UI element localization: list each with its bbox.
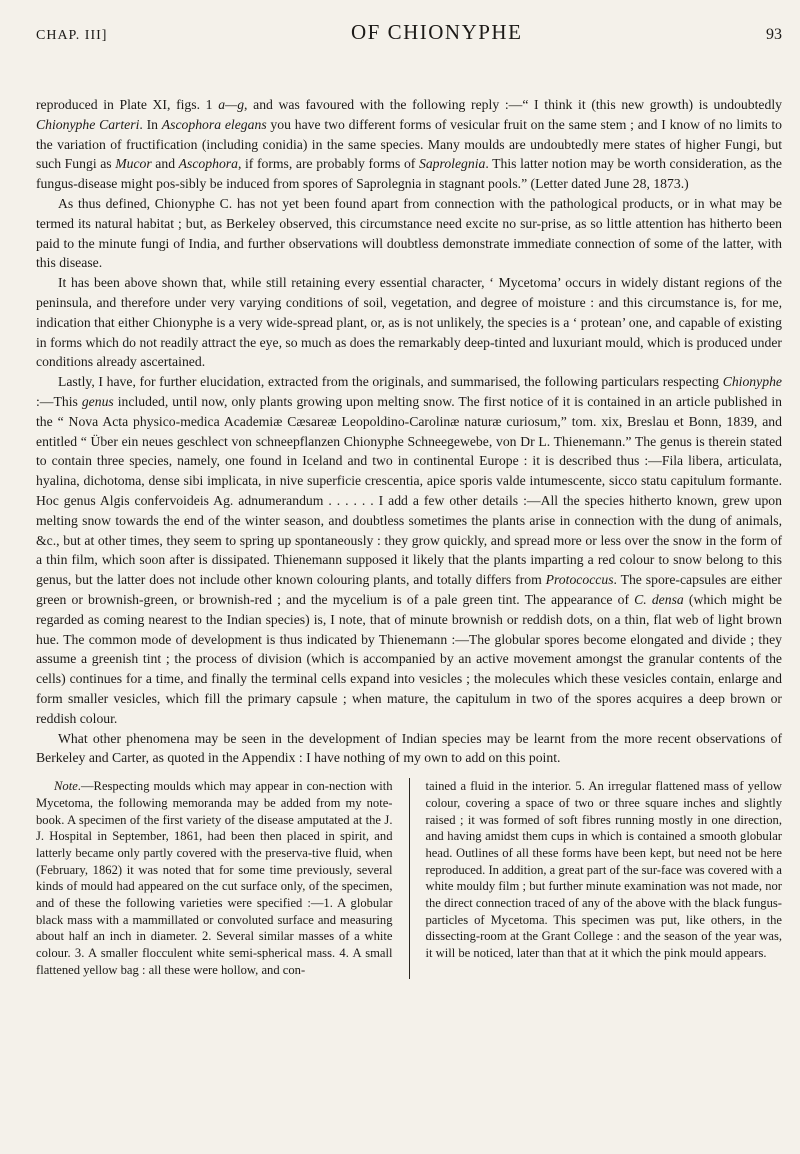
text-run: What other phenomena may be seen in the development of Indian species may be learnt from the more recent observations of Berkeley and Carter, as quoted in the Appendix : I have nothing of my own to add on this point. <box>36 730 782 766</box>
text-run: Lastly, I have, for further elucidation, extracted from the originals, and summarised, the following particulars respecting <box>58 374 723 390</box>
paragraph <box>36 95 782 194</box>
text-run: you have two different forms of vesicular fruit on the same stem ; and I know of no limits to the variation of fructification (including conidia) in the same species. Many moulds are undoubtedly mere states of higher Fungi, but such Fungi as <box>36 116 783 172</box>
italic-text: C. densa <box>634 591 684 607</box>
italic-text: Chionyphe <box>722 374 782 390</box>
italic-text: Ascophora <box>178 156 238 172</box>
text-run: .—Respecting moulds which may appear in con-nection with Mycetoma, the following memoranda may be added from my note-book. A specimen of the first variety of the disease amputated at the J. J. Hospital in September, 1861, had been then placed in spirit, and latterly became only partly covered with the preserva-tive fluid, when (February, 1862) it was noted that for some time previously, several kinds of mould had appeared on the cut surface only, of the specimen, and of these the following varieties were specified :—1. A globular black mass with a mammillated or convoluted surface and measuring about half an inch in diameter. 2. Several similar masses of a white colour. 3. A smaller flocculent white semi-spherical mass. 4. A small flattened yellow bag : all these were hollow, and con- <box>36 779 393 977</box>
paragraph <box>36 729 782 769</box>
text-run: reproduced in Plate XI, figs. 1 <box>36 97 219 112</box>
paragraph <box>36 273 782 372</box>
running-header <box>36 20 782 70</box>
italic-text: a—g <box>218 97 245 112</box>
italic-text: Mucor <box>115 156 152 172</box>
paragraph <box>36 194 782 273</box>
italic-text: Note <box>54 779 78 794</box>
text-run: tained a fluid in the interior. 5. An irregular flattened mass of yellow colour, covering a space of two or three square inches and slightly raised ; it was formed of soft fibres running mostly in one direction, and having amidst them cups in which is contained a smooth globular head. Outlines of all these forms have been kept, but need not be here reproduced. In addition, a great part of the sur-face was covered with a white mouldy film ; but further minute examination was not made, nor the direct connection traced of any of the above with the black fungus-particles of Mycetoma. This specimen was put, like others, in the dissecting-room at the Grant College : and the season of the year was, it will be noticed, later than that at it which the pink mould appears. <box>425 779 782 961</box>
italic-text: Protococcus <box>545 572 614 588</box>
footnote-text <box>426 778 783 962</box>
italic-text: Saprolegnia <box>418 156 486 172</box>
text-run: included, until now, only plants growing upon melting snow. The first notice of it is contained in an article published in the “ Nova Acta physico-medica Academiæ Cæsareæ Leopoldino-Carolinæ naturæ curiosum,” tom. xix, Breslau et Bonn, 1839, and entitled “ Über ein neues geschlect von schneepflanzen Chionyphe Schneegewebe, von Dr L. Thienemann.” The genus is therein stated to contain three species, namely, one found in Iceland and two in continental Europe : it is described thus :—Fila libera, articulata, hyalina, dichotoma, dense sibi implicata, in nive superficie crescentia, apice sporis valde intumescente, sicco statu capitulum formante. Hoc genus Algis confervoideis Ag. adnumerandum . . . . . . I add a few other details :—All the species hitherto known, grew upon melting snow towards the end of the winter season, and doubtless sometimes the plants arise in connection with the dung of animals, &c., but at other times, they seem to spring up spontaneously : they grow quickly, and spread more or less over the snow in the form of a thin film, which soon after is dissipated. Thienemann supposed it likely that the plants imparting a red colour to snow belong to this genus, but the latter does not include other known colouring plants, and totally differs from <box>36 393 782 588</box>
page-number: 93 <box>765 26 782 43</box>
text-run: , and was favoured with the following reply :—“ I think it (this new growth) is undoubtedly <box>244 97 782 112</box>
text-run: . The spore-capsules are either green or brownish-green, or brownish-red ; and the mycelium is of a pale green tint. The appearance of <box>36 572 782 607</box>
running-title: OF CHIONYPHE <box>351 20 523 44</box>
text-run: , if forms, are probably forms of <box>237 156 419 172</box>
column-divider <box>409 778 410 978</box>
text-run: (which might be regarded as coming nearest to the Indian species) is, I note, that of minute brownish or reddish dots, on a thin, flat web of light brown hue. The common mode of development is thus indicated by Thienemann :—The globular spores become elongated and divide ; they assume a greenish tint ; the process of division (which is accompanied by an active movement amongst the granular contents of the cells) continues for a time, and finally the terminal cells expand into vesicles ; the molecules which these vesicles contain, enlarge and form smaller vesicles, which fill the primary capsule ; when mature, the capitulum in two of the spores acquires a deep brown or reddish colour. <box>36 591 782 726</box>
text-run: As thus defined, Chionyphe C. has not yet been found apart from connection with the pathological products, or in what may be termed its natural habitat ; but, as Berkeley observed, this circumstance need excite no sur-prise, as so little attention has hitherto been paid to the minute fungi of India, and further observations will doubtless demonstrate immediate connection of some of the latter, with this disease. <box>36 195 782 271</box>
text-run: . This latter notion may be worth consideration, as the fungus-disease might pos-sibly be induced from spores of Saprolegnia in stagnant pools.” (Letter dated June 28, 1873.) <box>36 156 783 192</box>
main-text <box>36 95 782 768</box>
italic-text: Ascophora elegans <box>161 116 267 132</box>
footnote-column-right <box>426 778 783 978</box>
chapter-label: CHAP. III] <box>36 28 108 43</box>
footnote-section <box>36 778 782 978</box>
italic-text: Chionyphe Carteri <box>36 116 140 132</box>
text-run: It has been above shown that, while still retaining every essential character, ‘ Mycetoma’ occurs in widely distant regions of the peninsula, and therefore under very varying conditions of soil, vegetation, and degree of moisture : and this circumstance is, for me, indication that either Chionyphe is a very wide-spread plant, or, as is not unlikely, the species is a ‘ protean’ one, and capable of existing in forms which do not readily attract the eye, so much as does the remarkably deep-tinted and luxuriant mould, which is produced under conditions already ascertained. <box>36 275 782 370</box>
paragraph <box>36 372 782 728</box>
text-run: . In <box>139 116 162 132</box>
footnote-text <box>36 778 393 978</box>
text-run: :—This <box>36 393 82 409</box>
footnote-column-left <box>36 778 393 978</box>
italic-text: genus <box>81 393 114 409</box>
text-run: and <box>151 156 179 172</box>
